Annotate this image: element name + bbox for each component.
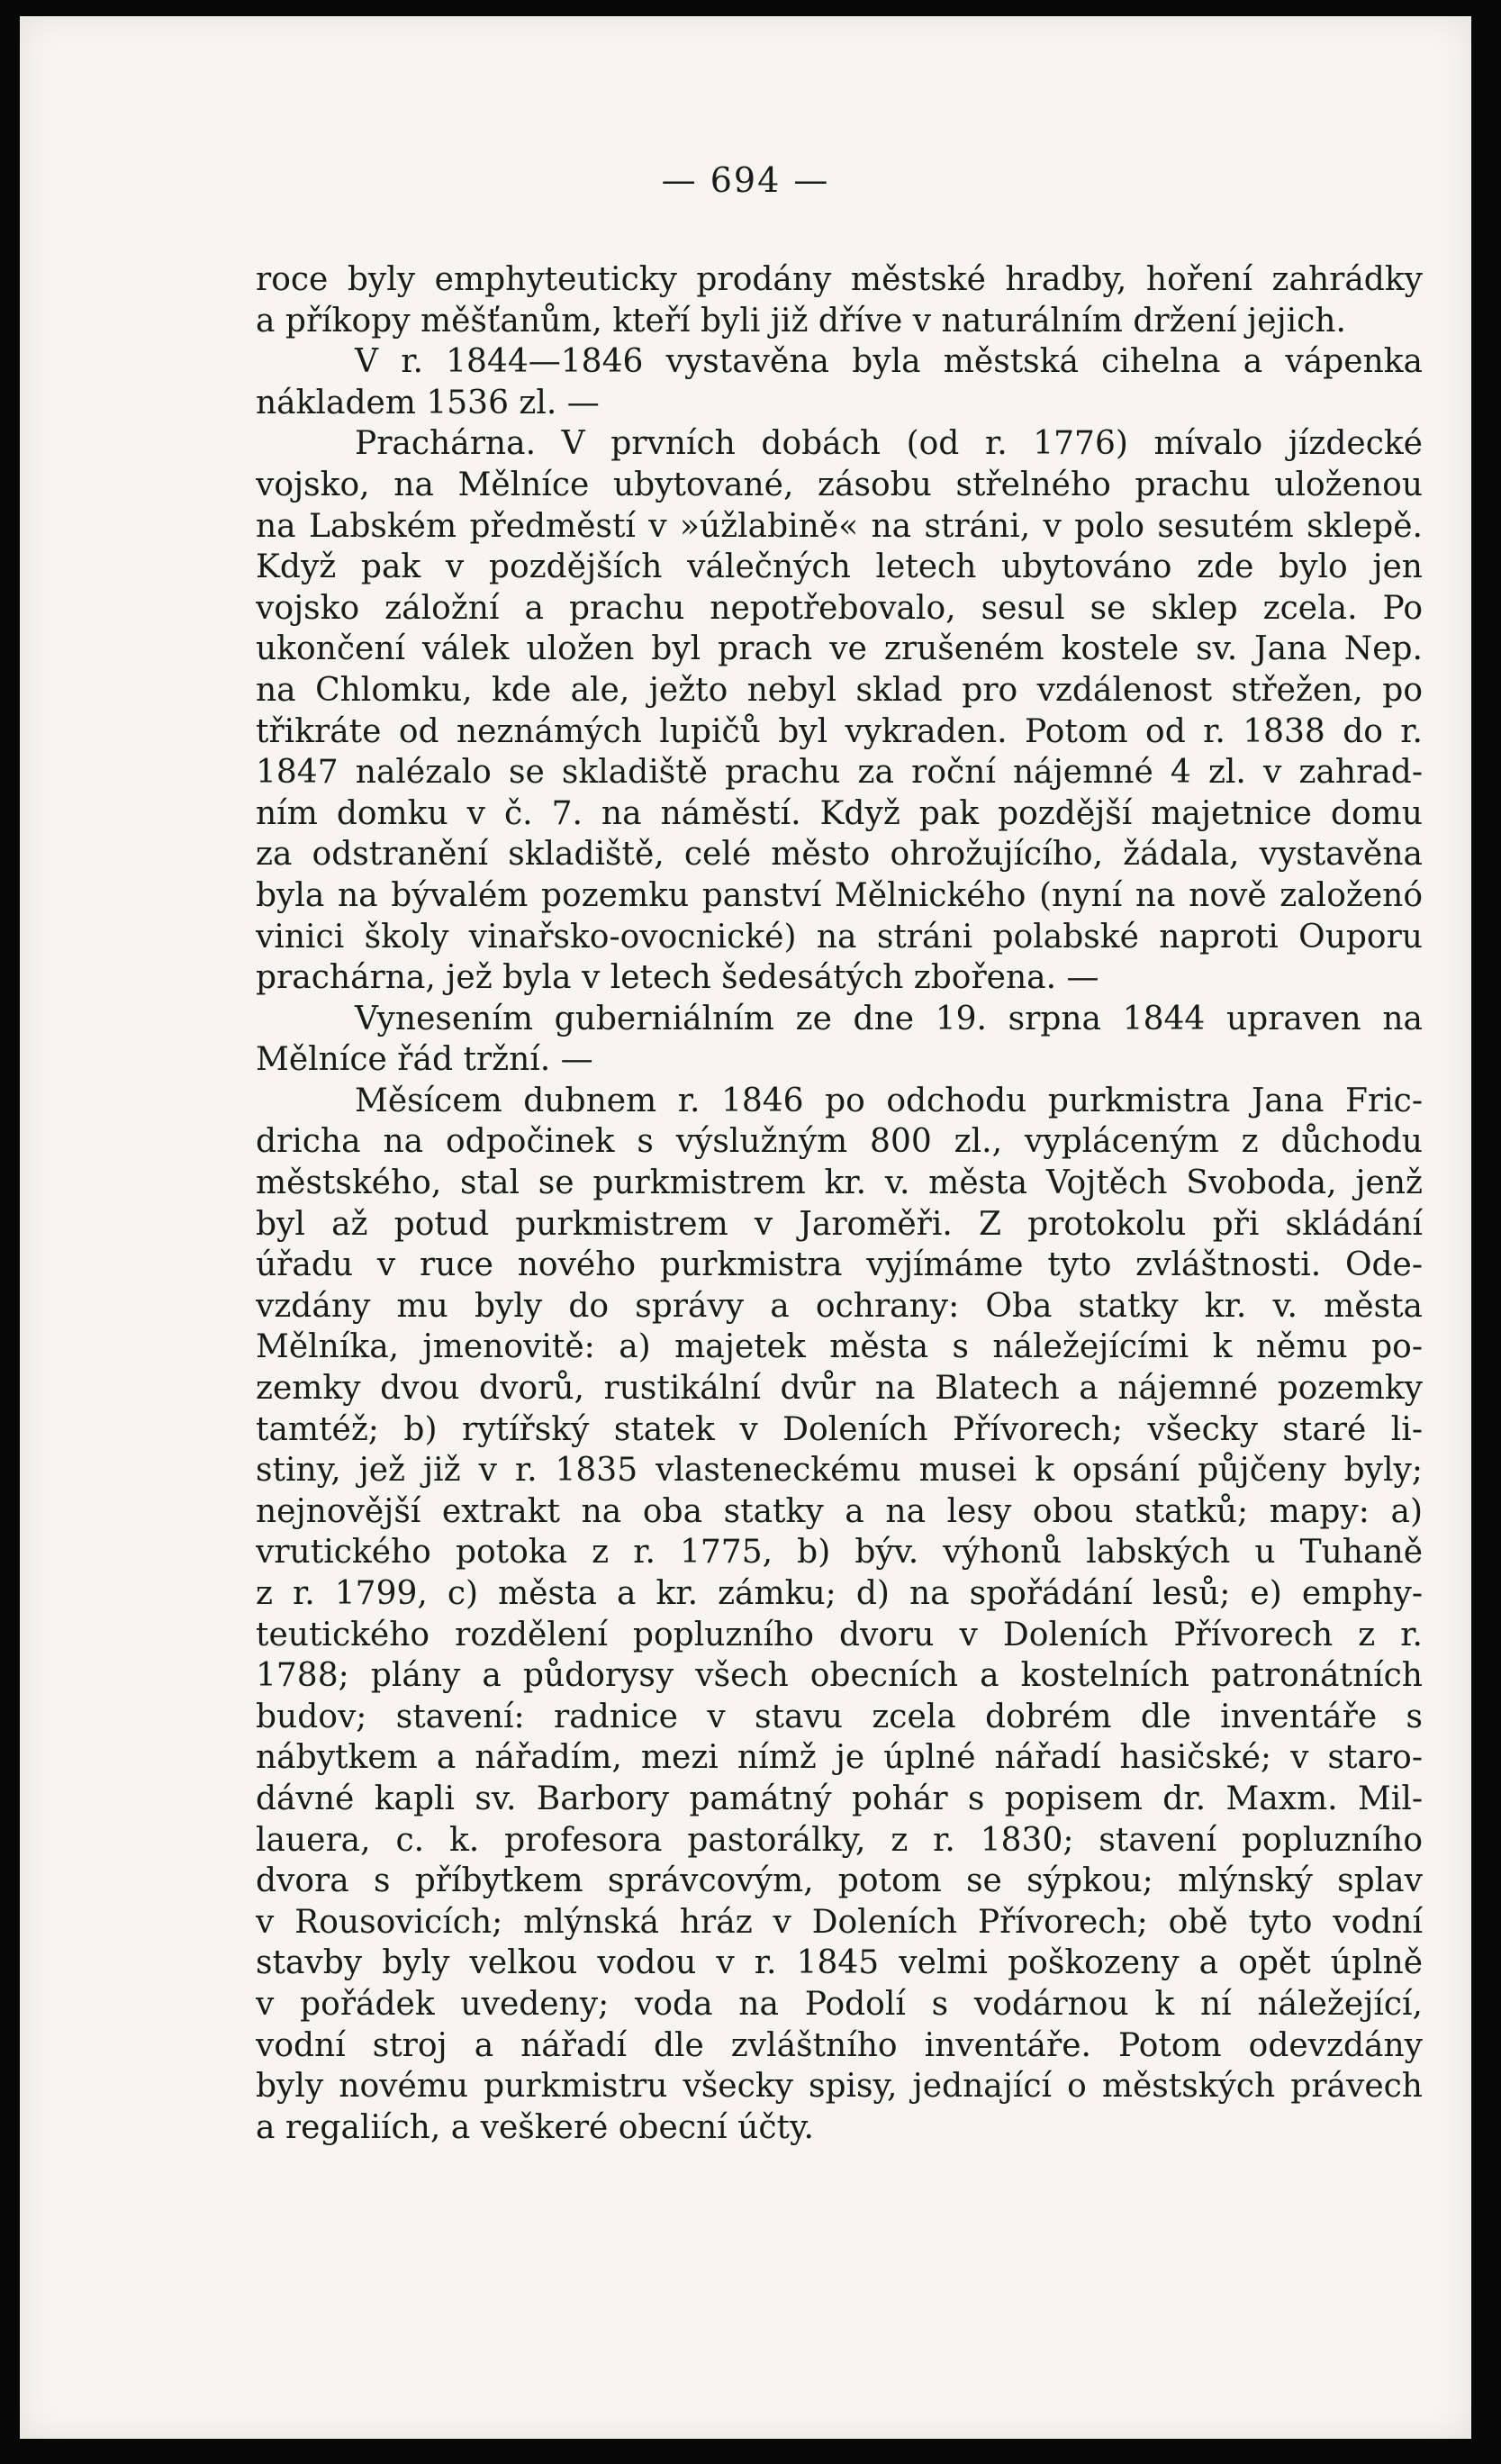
text-line: vojsko, na Mělníce ubytované, zásobu střelného prachu uloženou <box>256 466 1423 503</box>
text-line: Měsícem dubnem r. 1846 po odchodu purkmistra Jana Fric- <box>355 1082 1423 1119</box>
text-line: na Labském předměstí v »úžlabině« na stráni, v polo sesutém sklepě. <box>256 507 1423 545</box>
text-line: Mělníka, jmenovitě: a) majetek města s náležejícími k němu po- <box>256 1328 1423 1366</box>
text-line: nábytkem a nářadím, mezi nímž je úplné nářadí hasičské; v staro- <box>256 1739 1423 1777</box>
text-line: prachárna, jež byla v letech šedesátých zbořena. — <box>256 959 1099 997</box>
text-line: budov; stavení: radnice v stavu zcela dobrém dle inventáře s <box>256 1698 1423 1735</box>
text-line: nákladem 1536 zl. — <box>256 384 600 421</box>
text-line: Mělníce řád tržní. — <box>256 1041 593 1079</box>
text-line: Když pak v pozdějších válečných letech ubytováno zde bylo jen <box>256 548 1423 586</box>
text-line: ukončení válek uložen byl prach ve zrušeném kostele sv. Jana Nep. <box>256 630 1423 668</box>
text-line: vodní stroj a nářadí dle zvláštního inventáře. Potom odevzdány <box>256 2026 1423 2064</box>
text-line: vojsko záložní a prachu nepotřebovalo, sesul se sklep zcela. Po <box>256 589 1423 627</box>
text-line: úřadu v ruce nového purkmistra vyjímáme tyto zvláštnosti. Ode- <box>256 1246 1423 1284</box>
text-line: byly novému purkmistru všecky spisy, jednající o městských právech <box>256 2068 1423 2106</box>
page-number: — 694 — <box>661 160 830 200</box>
book-page <box>20 16 1471 2439</box>
text-line: teutického rozdělení popluzního dvoru v Doleních Přívorech z r. <box>256 1616 1423 1653</box>
text-line: byla na bývalém pozemku panství Mělnického (nyní na nově založenó <box>256 876 1423 914</box>
text-line: byl až potud purkmistrem v Jaroměři. Z protokolu při skládání <box>256 1205 1423 1243</box>
text-line: v pořádek uvedeny; voda na Podolí s vodárnou k ní náležející, <box>256 1985 1423 2023</box>
text-line: vinici školy vinařsko-ovocnické) na stráni polabské naproti Ouporu <box>256 918 1423 956</box>
text-line: 1847 nalézalo se skladiště prachu za roční nájemné 4 zl. v zahrad- <box>256 754 1423 792</box>
text-line: V r. 1844—1846 vystavěna byla městská cihelna a vápenka <box>355 343 1423 381</box>
text-line: dvora s příbytkem správcovým, potom se sýpkou; mlýnský splav <box>256 1862 1423 1900</box>
text-line: stavby byly velkou vodou v r. 1845 velmi poškozeny a opět úplně <box>256 1944 1423 1982</box>
text-line: nejnovější extrakt na oba statky a na lesy obou statků; mapy: a) <box>256 1492 1423 1530</box>
text-line: vrutického potoka z r. 1775, b) býv. výhonů labských u Tuhaně <box>256 1534 1423 1572</box>
text-line: stiny, jež již v r. 1835 vlasteneckému musei k opsání půjčeny byly; <box>256 1452 1423 1490</box>
text-line: na Chlomku, kde ale, ježto nebyl sklad pro vzdálenost střežen, po <box>256 671 1423 709</box>
text-line: Vynesením guberniálním ze dne 19. srpna 1844 upraven na <box>355 1000 1423 1037</box>
text-line: 1788; plány a půdorysy všech obecních a kostelních patronátních <box>256 1657 1423 1695</box>
text-line: dricha na odpočinek s výslužným 800 zl., vypláceným z důchodu <box>256 1123 1423 1161</box>
text-line: dávné kapli sv. Barbory památný pohár s popisem dr. Maxm. Mil- <box>256 1780 1423 1817</box>
body-text <box>256 259 1423 2148</box>
text-line: třikráte od neznámých lupičů byl vykraden. Potom od r. 1838 do r. <box>256 712 1423 750</box>
text-line: v Rousovicích; mlýnská hráz v Doleních Přívorech; obě tyto vodní <box>256 1903 1423 1941</box>
text-line: za odstranění skladiště, celé město ohrožujícího, žádala, vystavěna <box>256 836 1423 874</box>
text-line: městského, stal se purkmistrem kr. v. města Vojtěch Svoboda, jenž <box>256 1164 1423 1202</box>
text-line: z r. 1799, c) města a kr. zámku; d) na spořádání lesů; e) emphy- <box>256 1575 1423 1612</box>
text-line: a regaliích, a veškeré obecní účty. <box>256 2108 814 2146</box>
text-line: lauera, c. k. profesora pastorálky, z r. 1830; stavení popluzního <box>256 1821 1423 1859</box>
text-line: tamtéž; b) rytířský statek v Doleních Přívorech; všecky staré li- <box>256 1410 1423 1448</box>
text-line: a příkopy měšťanům, kteří byli již dříve v naturálním držení jejich. <box>256 302 1346 340</box>
text-line: zemky dvou dvorů, rustikální dvůr na Blatech a nájemné pozemky <box>256 1370 1423 1408</box>
text-line: ním domku v č. 7. na náměstí. Když pak pozdější majetnice domu <box>256 794 1423 832</box>
text-line: vzdány mu byly do správy a ochrany: Oba statky kr. v. města <box>256 1287 1423 1325</box>
text-line: Prachárna. V prvních dobách (od r. 1776) mívalo jízdecké <box>355 425 1423 463</box>
text-line: roce byly emphyteuticky prodány městské hradby, hoření zahrádky <box>256 261 1423 298</box>
